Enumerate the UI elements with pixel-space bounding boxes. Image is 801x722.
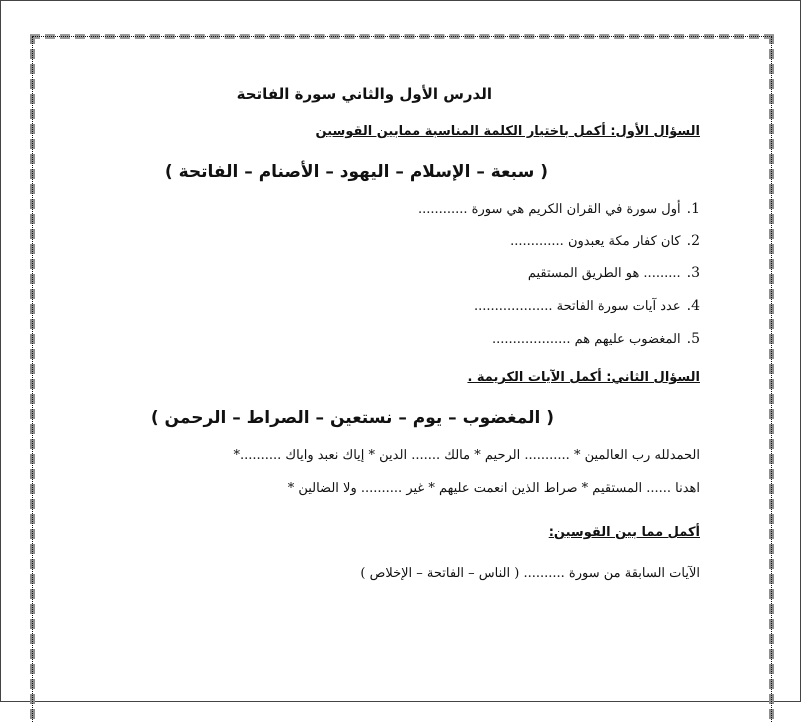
- question-2-choices: ( المغضوب – يوم – نستعين – الصراط – الرحمن ): [150, 408, 554, 428]
- verse-line-1: الحمدلله رب العالمين * ........... الرحيم * مالك ....... الدين * إياك نعبد واياك ..........*: [233, 448, 700, 463]
- question-2-heading: السؤال الثاني: أكمل الآيات الكريمة .: [467, 370, 700, 385]
- question-1-heading: السؤال الأول: أكمل باختيار الكلمة المناسبة ممابين القوسين: [315, 124, 700, 139]
- item-text: المغضوب عليهم هم ...................: [491, 332, 681, 347]
- item-text: كان كفار مكة يعبدون .............: [510, 234, 681, 249]
- question-1-item-2: [510, 233, 700, 249]
- item-text: عدد آيات سورة الفاتحة ...................: [473, 299, 681, 314]
- question-1-item-5: [492, 331, 700, 347]
- item-number: 3.: [686, 265, 700, 281]
- lesson-title: الدرس الأول والثاني سورة الفاتحة: [236, 85, 492, 103]
- item-number: 2.: [686, 233, 700, 249]
- question-1-item-4: [474, 298, 700, 314]
- item-number: 4.: [686, 298, 700, 314]
- verse-line-2: اهدنا ...... المستقيم * صراط الذين انعمت عليهم * غير .......... ولا الضالين *: [287, 481, 700, 496]
- question-1-item-3: [528, 265, 700, 281]
- item-text: أول سورة في القران الكريم هي سورة ............: [417, 202, 681, 217]
- item-number: 5.: [686, 331, 700, 347]
- question-3-heading: أكمل مما بين القوسين:: [548, 525, 700, 540]
- question-1-choices: ( سبعة – الإسلام – اليهود – الأصنام – الفاتحة ): [164, 162, 548, 182]
- question-3-text: الآيات السابقة من سورة .......... ( الناس – الفاتحة – الإخلاص ): [360, 566, 700, 581]
- item-text: ......... هو الطريق المستقيم: [527, 266, 681, 281]
- question-1-item-1: [418, 201, 700, 217]
- item-number: 1.: [686, 201, 700, 217]
